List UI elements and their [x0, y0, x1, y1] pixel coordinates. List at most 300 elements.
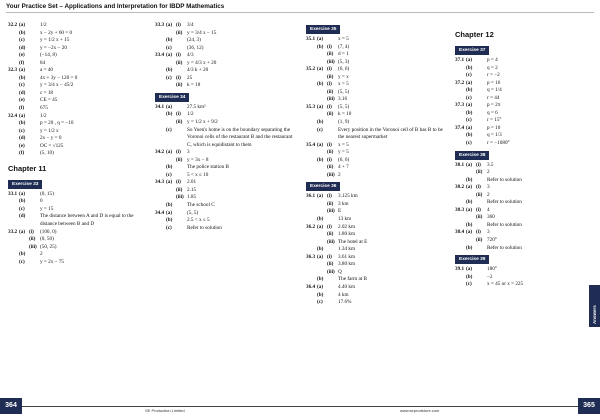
- question-number: [8, 135, 19, 143]
- subpart-label: (iii): [327, 171, 335, 178]
- question-number: [155, 187, 166, 195]
- answer-list-35: [306, 36, 446, 179]
- part-label: (b): [466, 244, 473, 251]
- answer-text: y = 1/2 x + 15: [40, 37, 70, 44]
- question-number: [8, 30, 19, 38]
- answer-list-36: [306, 193, 446, 306]
- part-label: (a): [466, 229, 473, 236]
- subpart-label: [29, 251, 40, 259]
- answer-row: [306, 261, 446, 269]
- answer-row: [155, 217, 295, 225]
- subpart-label: [476, 102, 487, 110]
- subpart-label: [29, 259, 40, 267]
- answer-row: [455, 102, 580, 110]
- subpart-label: (i): [176, 22, 181, 28]
- subpart-label: [327, 127, 338, 142]
- question-number: [455, 245, 466, 253]
- subpart-label: [327, 36, 338, 44]
- subpart-label: (ii): [476, 237, 483, 244]
- question-number: [306, 81, 317, 89]
- part-label: (b): [317, 291, 324, 298]
- question-number: [306, 157, 317, 165]
- part-label: (b): [317, 276, 324, 283]
- answer-text: 1/2: [40, 112, 47, 119]
- answer-row: [155, 210, 295, 218]
- answer-row: [455, 245, 580, 253]
- answer-row: [155, 149, 295, 157]
- chapter-11-heading: Chapter 11: [8, 163, 47, 173]
- question-number: 35.3: [306, 103, 316, 110]
- part-label: (c): [317, 299, 323, 306]
- question-number: [8, 128, 19, 136]
- subpart-label: [176, 217, 187, 225]
- answer-text: r = −1080°: [487, 140, 510, 147]
- question-number: [455, 140, 466, 148]
- part-label: (a): [317, 193, 324, 200]
- answer-row: [455, 207, 580, 215]
- answer-text: (5, 3): [338, 58, 350, 65]
- subpart-label: (ii): [29, 236, 36, 243]
- subpart-label: (ii): [327, 51, 334, 58]
- answer-text: y = −2x − 20: [40, 44, 67, 51]
- answer-row: [306, 127, 446, 142]
- part-label: (b): [19, 74, 26, 81]
- answer-text: 4.40 km: [338, 283, 356, 290]
- answer-row: [155, 60, 295, 68]
- part-label: [166, 187, 176, 195]
- answer-row: [306, 284, 446, 292]
- answer-text: y = 1/2 x: [40, 127, 59, 134]
- question-number: [306, 246, 317, 254]
- answer-text: (0, 15): [40, 190, 54, 197]
- answer-row: [455, 65, 580, 73]
- part-label: [466, 237, 476, 245]
- part-label: (c): [19, 82, 25, 89]
- subpart-label: [476, 110, 487, 118]
- question-number: [8, 97, 19, 105]
- part-label: [317, 261, 327, 269]
- subpart-label: (ii): [176, 156, 183, 163]
- answer-text: y = 4/3 x + 20: [187, 59, 217, 66]
- answer-row: [8, 229, 146, 237]
- answer-text: 2: [40, 251, 43, 258]
- answer-row: [155, 164, 295, 172]
- answer-text: The distance between A and D is equal to the distance between B and D: [40, 213, 134, 228]
- question-number: [8, 120, 19, 128]
- exercise-36-badge: Exercise 36: [306, 182, 340, 191]
- subpart-label: [29, 150, 40, 158]
- part-label: (c): [466, 117, 472, 124]
- subpart-label: [476, 117, 487, 125]
- question-number: [155, 111, 166, 119]
- answer-text: The hotel at E: [338, 238, 368, 245]
- question-number: [155, 75, 166, 83]
- subpart-label: [29, 206, 40, 214]
- answer-text: (6, 6): [338, 156, 350, 163]
- part-label: (c): [466, 94, 472, 101]
- subpart-label: (i): [476, 229, 481, 236]
- answer-text: 1.85: [187, 194, 197, 201]
- answer-text: The school C: [187, 202, 215, 209]
- question-number: 34.1: [155, 103, 165, 110]
- answer-row: [8, 198, 146, 206]
- question-number: [306, 51, 317, 59]
- question-number: [8, 45, 19, 53]
- answer-text: 1.34 km: [338, 246, 356, 253]
- subpart-label: [327, 276, 338, 284]
- subpart-label: [476, 266, 487, 274]
- subpart-label: [327, 284, 338, 292]
- part-label: (a): [466, 79, 473, 86]
- part-label: (b): [317, 246, 324, 253]
- part-label: (d): [19, 89, 26, 96]
- answer-row: [8, 22, 146, 30]
- subpart-label: [29, 30, 40, 38]
- part-label: (c): [466, 72, 472, 79]
- answer-text: (0, 50): [40, 236, 54, 243]
- answer-row: [155, 111, 295, 119]
- question-number: [8, 60, 19, 68]
- subpart-label: [29, 52, 40, 60]
- subpart-label: (i): [327, 81, 332, 88]
- answer-text: 2.01: [187, 179, 197, 186]
- answer-row: [8, 75, 146, 83]
- question-number: 35.2: [306, 66, 316, 73]
- question-number: [455, 87, 466, 95]
- exercise-35-badge: Exercise 35: [306, 25, 340, 34]
- part-label: (a): [317, 36, 324, 42]
- subpart-label: (ii): [327, 149, 334, 156]
- answer-row: [455, 222, 580, 230]
- answer-text: x − 2y + 60 = 0: [40, 29, 73, 36]
- part-label: (e): [19, 97, 25, 104]
- answer-row: [8, 251, 146, 259]
- subpart-label: (i): [327, 253, 332, 260]
- answer-row: [306, 231, 446, 239]
- answer-text: 3 km: [338, 200, 349, 207]
- subpart-label: (i): [327, 193, 332, 200]
- answer-text: 0: [40, 198, 43, 205]
- subpart-label: (ii): [327, 231, 334, 238]
- subpart-label: (ii): [327, 200, 334, 207]
- question-number: [306, 59, 317, 67]
- left-page-number: 364: [0, 398, 22, 414]
- part-label: (b): [317, 216, 324, 223]
- subpart-label: [327, 216, 338, 224]
- answer-row: [8, 37, 146, 45]
- answer-row: [155, 225, 295, 233]
- subpart-label: (iii): [327, 268, 335, 275]
- subpart-label: [29, 60, 40, 68]
- question-number: [306, 119, 317, 127]
- subpart-label: [476, 80, 487, 88]
- answer-text: 3/4: [187, 22, 194, 28]
- question-number: [455, 281, 466, 289]
- answer-row: [455, 80, 580, 88]
- question-number: [8, 198, 19, 206]
- part-label: (c): [166, 126, 172, 133]
- exercise-34-badge: Exercise 34: [155, 93, 189, 102]
- answer-row: [8, 128, 146, 136]
- answer-list-33: [8, 191, 146, 266]
- answer-row: [8, 82, 146, 90]
- subpart-label: (i): [476, 161, 481, 168]
- subpart-label: (i): [29, 228, 34, 235]
- part-label: [317, 231, 327, 239]
- subpart-label: [176, 225, 187, 233]
- question-number: [155, 172, 166, 180]
- subpart-label: [176, 202, 187, 210]
- question-number: [155, 119, 166, 127]
- part-label: (a): [166, 52, 173, 59]
- answer-row: [8, 120, 146, 128]
- answer-text: p = 20 , q = −10: [40, 120, 74, 127]
- question-number: [455, 214, 466, 222]
- answer-text: 2x − y = 0: [40, 135, 62, 142]
- answer-text: (7, 4): [338, 43, 350, 50]
- question-number: [8, 259, 19, 267]
- question-number: [155, 82, 166, 90]
- answer-text: 3.80 km: [338, 261, 356, 268]
- answer-text: k = 10: [338, 111, 352, 118]
- answer-list-34: [155, 104, 295, 232]
- question-number: 34.3: [155, 179, 165, 186]
- part-label: (b): [166, 37, 173, 44]
- question-number: 35.4: [306, 141, 316, 148]
- subpart-label: [29, 135, 40, 143]
- answer-text: 84: [40, 59, 46, 66]
- answer-row: [8, 259, 146, 267]
- answer-row: [8, 30, 146, 38]
- question-number: [306, 149, 317, 157]
- part-label: (b): [166, 202, 173, 209]
- answer-list-32: [8, 22, 146, 158]
- answer-text: q = 1/3: [487, 132, 502, 139]
- subpart-label: (i): [327, 223, 332, 230]
- question-number: [306, 164, 317, 172]
- answer-row: [8, 206, 146, 214]
- subpart-label: (i): [476, 206, 481, 213]
- part-label: (b): [166, 67, 173, 74]
- answer-text: The police station B: [187, 164, 229, 171]
- answer-row: [455, 214, 580, 222]
- part-label: (c): [19, 205, 25, 212]
- question-number: 37.4: [455, 124, 465, 131]
- subpart-label: [176, 67, 187, 75]
- question-number: [455, 177, 466, 185]
- answer-row: [8, 45, 146, 53]
- answer-text: −2: [487, 273, 493, 280]
- question-number: [155, 217, 166, 225]
- answer-row: [155, 82, 295, 90]
- part-label: (c): [19, 127, 25, 134]
- part-label: (d): [19, 213, 26, 220]
- subpart-label: (ii): [476, 169, 483, 176]
- part-label: (e): [19, 52, 25, 59]
- question-number: [8, 75, 19, 83]
- answer-row: [455, 266, 580, 274]
- subpart-label: [476, 132, 487, 140]
- answer-row: [306, 208, 446, 216]
- answer-text: p = 16: [487, 79, 501, 86]
- answer-row: [455, 281, 580, 289]
- part-label: (c): [466, 140, 472, 147]
- question-number: [155, 67, 166, 75]
- subpart-label: [176, 127, 187, 150]
- answer-text: 3.61 km: [338, 253, 356, 260]
- part-label: (b): [466, 221, 473, 228]
- answer-row: [306, 119, 446, 127]
- answer-text: y = 5: [338, 149, 349, 156]
- answer-text: p = 4: [487, 57, 498, 63]
- answer-row: [306, 216, 446, 224]
- subpart-label: (i): [176, 149, 181, 156]
- part-label: (a): [317, 223, 324, 230]
- answer-text: (5, 5): [338, 103, 350, 110]
- answer-row: [155, 52, 295, 60]
- question-number: 35.1: [306, 36, 316, 42]
- part-label: (b): [19, 198, 26, 205]
- answer-row: [455, 229, 580, 237]
- part-label: (a): [166, 149, 173, 156]
- part-label: (a): [19, 112, 26, 119]
- answer-row: [8, 52, 146, 60]
- answer-row: [8, 90, 146, 98]
- answer-list-37: [455, 57, 580, 148]
- answer-row: [155, 127, 295, 150]
- answer-text: p = 10: [487, 124, 501, 131]
- chapter-12-heading: Chapter 12: [455, 30, 494, 39]
- answer-text: 360: [487, 214, 495, 221]
- subpart-label: [29, 105, 40, 113]
- answer-row: [155, 179, 295, 187]
- subpart-label: [476, 95, 487, 103]
- question-number: 38.1: [455, 161, 465, 168]
- part-label: [317, 96, 327, 104]
- answer-row: [155, 157, 295, 165]
- part-label: (a): [317, 283, 324, 290]
- question-number: [155, 45, 166, 53]
- question-number: 33.1: [8, 190, 18, 197]
- subpart-label: [29, 143, 40, 151]
- part-label: (a): [466, 161, 473, 168]
- part-label: (c): [166, 74, 172, 81]
- answer-column-4: [455, 22, 580, 289]
- answer-text: y = x: [338, 73, 349, 80]
- question-number: 34.2: [155, 149, 165, 156]
- question-number: [306, 208, 317, 216]
- subpart-label: (iii): [327, 238, 335, 245]
- subpart-label: [29, 97, 40, 105]
- answer-text: 3: [187, 149, 190, 156]
- answer-row: [455, 169, 580, 177]
- answer-text: The farm at B: [338, 276, 367, 283]
- question-number: 37.1: [455, 57, 465, 63]
- question-number: [455, 110, 466, 118]
- part-label: (c): [166, 224, 172, 231]
- question-number: [455, 222, 466, 230]
- answer-column-2: [155, 22, 295, 232]
- answer-row: [306, 193, 446, 201]
- question-number: 33.4: [155, 52, 165, 59]
- part-label: [317, 149, 327, 157]
- header-rule: [6, 12, 594, 13]
- answer-text: y = 2x − 75: [40, 258, 65, 265]
- part-label: (b): [19, 251, 26, 258]
- answer-text: y = 3/4 x − 45/2: [40, 82, 74, 89]
- part-label: (d): [19, 44, 26, 51]
- part-label: (a): [466, 102, 473, 109]
- part-label: (a): [317, 141, 324, 148]
- answer-row: [455, 199, 580, 207]
- answer-text: k = 18: [187, 82, 201, 89]
- subpart-label: (ii): [176, 186, 183, 193]
- subpart-label: (i): [327, 66, 332, 73]
- answer-list-38: [455, 162, 580, 253]
- part-label: (e): [19, 142, 25, 149]
- question-number: [8, 251, 19, 259]
- part-label: [166, 194, 176, 202]
- part-label: [317, 164, 327, 172]
- answer-text: (24, 3): [187, 37, 201, 44]
- question-number: [455, 95, 466, 103]
- question-number: [8, 206, 19, 214]
- subpart-label: [29, 128, 40, 136]
- part-label: (b): [166, 217, 173, 224]
- answer-text: 4x + 3y − 120 = 0: [40, 74, 78, 81]
- answer-row: [306, 292, 446, 300]
- subpart-label: [476, 57, 487, 65]
- running-header: Your Practice Set – Applications and Interpretation for IBDP Mathematics: [6, 3, 225, 10]
- question-number: 36.4: [306, 283, 316, 290]
- part-label: (b): [19, 29, 26, 36]
- answer-text: 3.125 km: [338, 193, 358, 200]
- subpart-label: [29, 82, 40, 90]
- subpart-label: [327, 119, 338, 127]
- answer-row: [455, 125, 580, 133]
- footer-rule: [22, 406, 578, 407]
- answer-text: 3.5: [487, 161, 494, 168]
- answer-list-33-cont: [155, 22, 295, 90]
- question-number: [8, 52, 19, 60]
- part-label: (b): [317, 81, 324, 88]
- question-number: [8, 143, 19, 151]
- part-label: [317, 89, 327, 97]
- question-number: [306, 44, 317, 52]
- part-label: (b): [166, 164, 173, 171]
- question-number: [155, 60, 166, 68]
- subpart-label: [476, 140, 487, 148]
- part-label: (a): [19, 190, 26, 197]
- answer-row: [306, 36, 446, 44]
- question-number: [8, 150, 19, 158]
- question-number: [155, 225, 166, 233]
- part-label: (a): [466, 206, 473, 213]
- subpart-label: [29, 113, 40, 121]
- answer-text: x = 5: [338, 141, 349, 148]
- answer-text: (36, 12): [187, 44, 204, 51]
- answer-row: [455, 72, 580, 80]
- question-number: [306, 111, 317, 119]
- subpart-label: (iii): [327, 58, 335, 65]
- part-label: [317, 111, 327, 119]
- subpart-label: (ii): [476, 191, 483, 198]
- part-label: (b): [317, 43, 324, 50]
- answer-text: p = 2π: [487, 102, 501, 109]
- answer-row: [455, 95, 580, 103]
- answer-row: [306, 66, 446, 74]
- answer-text: 1.80 km: [338, 231, 356, 238]
